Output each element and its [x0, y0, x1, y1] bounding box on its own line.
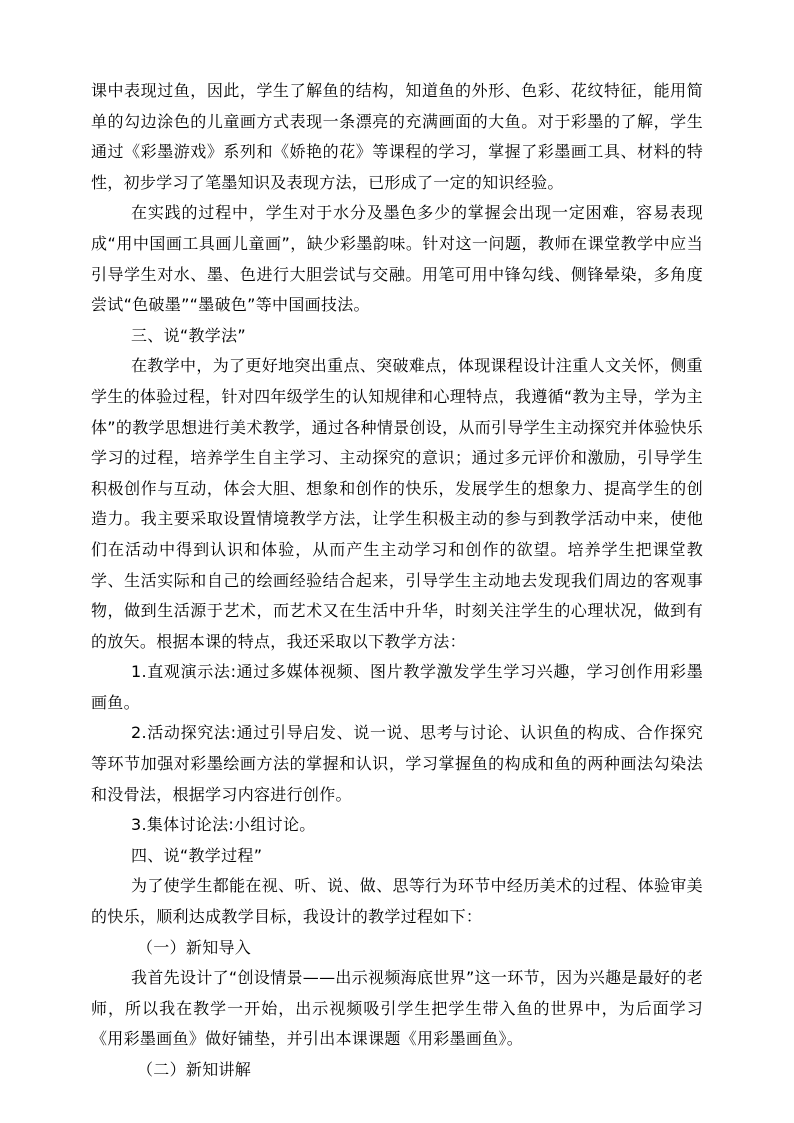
subheading-new-knowledge-introduction: （一）新知导入 [137, 937, 252, 957]
section-heading-teaching-method: 三、说“教学法” [131, 325, 246, 345]
list-item-demonstration-method: 1.直观演示法:通过多媒体视频、图片教学激发学生学习兴趣，学习创作用彩墨画鱼。 [91, 662, 703, 712]
list-item-group-discussion-method: 3.集体讨论法:小组讨论。 [131, 815, 316, 835]
paragraph-introduction-detail: 我首先设计了“创设情景——出示视频海底世界”这一环节，因为兴趣是最好的老师，所以我在教学一开始，出示视频吸引学生把学生带入鱼的世界中，为后面学习《用彩墨画鱼》做好铺垫，并引出本课课题《用彩墨画鱼》。 [91, 968, 703, 1049]
paragraph-intro-continued: 课中表现过鱼，因此，学生了解鱼的结构，知道鱼的外形、色彩、花纹特征，能用简单的勾边涂色的儿童画方式表现一条漂亮的充满画面的大鱼。对于彩墨的了解，学生通过《彩墨游戏》系列和《娇艳的花》等课程的学习，掌握了彩墨画工具、材料的特性，初步学习了笔墨知识及表现方法，已形成了一定的知识经验。 [91, 81, 703, 192]
paragraph-practice-difficulty: 在实践的过程中，学生对于水分及墨色多少的掌握会出现一定困难，容易表现成“用中国画工具画儿童画”，缺少彩墨韵味。针对这一问题，教师在课堂教学中应当引导学生对水、墨、色进行大胆尝试与交融。用笔可用中锋勾线、侧锋晕染，多角度尝试“色破墨”“墨破色”等中国画技法。 [91, 203, 703, 315]
paragraph-teaching-method: 在教学中，为了更好地突出重点、突破难点，体现课程设计注重人文关怀，侧重学生的体验过程，针对四年级学生的认知规律和心理特点，我遵循“教为主导，学为主体”的教学思想进行美术教学，通过各种情景创设，从而引导学生主动探究并体验快乐学习的过程，培养学生自主学习、主动探究的意识；通过多元评价和激励，引导学生积极创作与互动，体会大胆、想象和创作的快乐，发展学生的想象力、提高学生的创造力。我主要采取设置情境教学方法，让学生积极主动的参与到教学活动中来，使他们在活动中得到认识和体验，从而产生主动学习和创作的欲望。培养学生把课堂教学、生活实际和自己的绘画经验结合起来，引导学生主动地去发现我们周边的客观事物，做到生活源于艺术，而艺术又在生活中升华，时刻关注学生的心理状况，做到有的放矢。根据本课的特点，我还采取以下教学方法： [91, 356, 703, 651]
subheading-new-knowledge-explanation: （二）新知讲解 [137, 1060, 252, 1079]
paragraph-teaching-process-intro: 为了使学生都能在视、听、说、做、思等行为环节中经历美术的过程、体验审美的快乐，顺利达成教学目标，我设计的教学过程如下： [91, 876, 703, 927]
list-item-activity-exploration-method: 2.活动探究法:通过引导启发、说一说、思考与讨论、认识鱼的构成、合作探究等环节加强对彩墨绘画方法的掌握和认识，学习掌握鱼的构成和鱼的两种画法勾染法和没骨法，根据学习内容进行创作。 [91, 723, 703, 804]
section-heading-teaching-process: 四、说“教学过程” [131, 845, 263, 865]
document-page [91, 76, 703, 1086]
